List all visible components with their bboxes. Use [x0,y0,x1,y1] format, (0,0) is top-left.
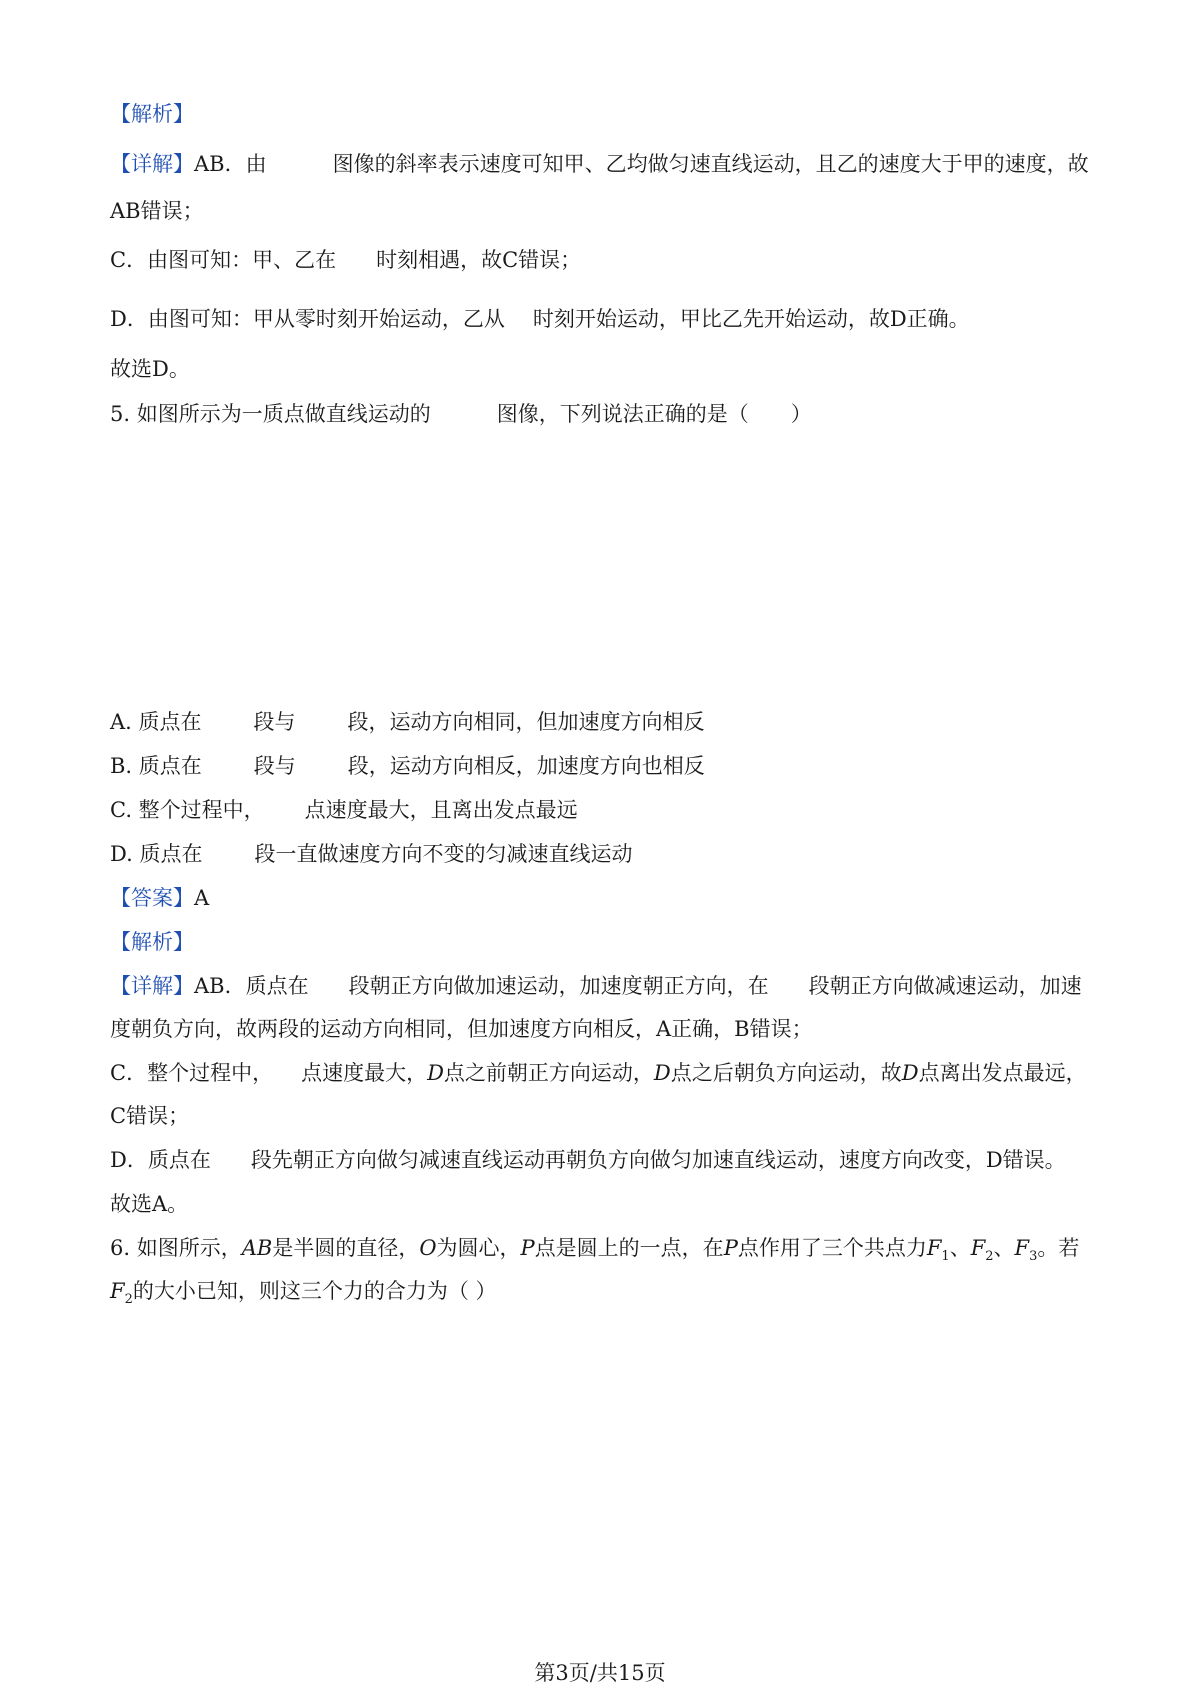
detail-ab-text-2: 图像的斜率表示速度可知甲、乙均做匀速直线运动，且乙的速度大于甲的速度，故 [332,152,1089,176]
detail-ab-line-2: AB错误； [110,199,204,223]
q5-answer-value: A [194,886,210,910]
detail-d-text-1: D．由图可知：甲从零时刻开始运动，乙从 [110,307,505,331]
q6-stem-line-2: $F_2$的大小已知，则这三个力的合力为（ ） [110,1279,497,1308]
choice-line-1: 故选D。 [110,357,190,381]
jiexi-heading-2: 【解析】 [110,930,194,954]
q5-option-b: B. 质点在 段与 段，运动方向相反，加速度方向也相反 [110,754,705,778]
xiangjie-tag-1: 【详解】 [110,152,194,176]
q5-option-c: C. 整个过程中， 点速度最大，且离出发点最远 [110,798,578,822]
q6-stem-line-1: 6. 如图所示，AB是半圆的直径，O为圆心，P点是圆上的一点，在P点作用了三个共点力$F_1$、$F_2$、$F_3$。若 [110,1236,1080,1265]
detail-c-text-2: 时刻相遇，故C错误； [376,248,582,272]
page-footer: 第3页/共15页 [534,1661,666,1685]
q5-detail-ab-line-1: 【详解】AB．质点在 段朝正方向做加速运动，加速度朝正方向，在 段朝正方向做减速运动，加速 [110,974,1082,998]
detail-ab-line-1 [110,150,1089,178]
q5-detail-d-line: D．质点在 段先朝正方向做匀减速直线运动再朝负方向做匀加速直线运动，速度方向改变，D错误。 [110,1148,1066,1172]
q5-answer-tag: 【答案】 [110,886,194,910]
detail-c-text-1: C．由图可知：甲、乙在 [110,248,337,272]
q5-detail-ab-line-2: 度朝负方向，故两段的运动方向相同，但加速度方向相反，A正确，B错误； [110,1017,813,1041]
q5-option-d: D. 质点在 段一直做速度方向不变的匀减速直线运动 [110,842,633,866]
q5-stem-text-2: 图像，下列说法正确的是（ ） [496,402,812,426]
q5-figure-area [110,440,1090,680]
q5-answer-line [110,884,209,912]
q5-detail-c-line-1: C．整个过程中， 点速度最大，D点之前朝正方向运动，D点之后朝负方向运动，故D点离出发点最远， [110,1061,1087,1085]
detail-d-text-2: 时刻开始运动，甲比乙先开始运动，故D正确。 [532,307,970,331]
detail-c-line [110,246,581,274]
q5-stem-text-1: 5. 如图所示为一质点做直线运动的 [110,402,431,426]
detail-ab-text-1: AB．由 [194,152,267,176]
jiexi-heading-1: 【解析】 [110,102,194,126]
q5-detail-c-line-2: C错误； [110,1104,190,1128]
detail-d-line [110,305,970,333]
q6-figure-area [110,1320,1090,1620]
xiangjie-tag-2: 【详解】 [110,974,194,998]
q5-option-a: A. 质点在 段与 段，运动方向相同，但加速度方向相反 [110,710,705,734]
choice-line-2: 故选A。 [110,1192,189,1216]
q5-stem [110,400,812,428]
